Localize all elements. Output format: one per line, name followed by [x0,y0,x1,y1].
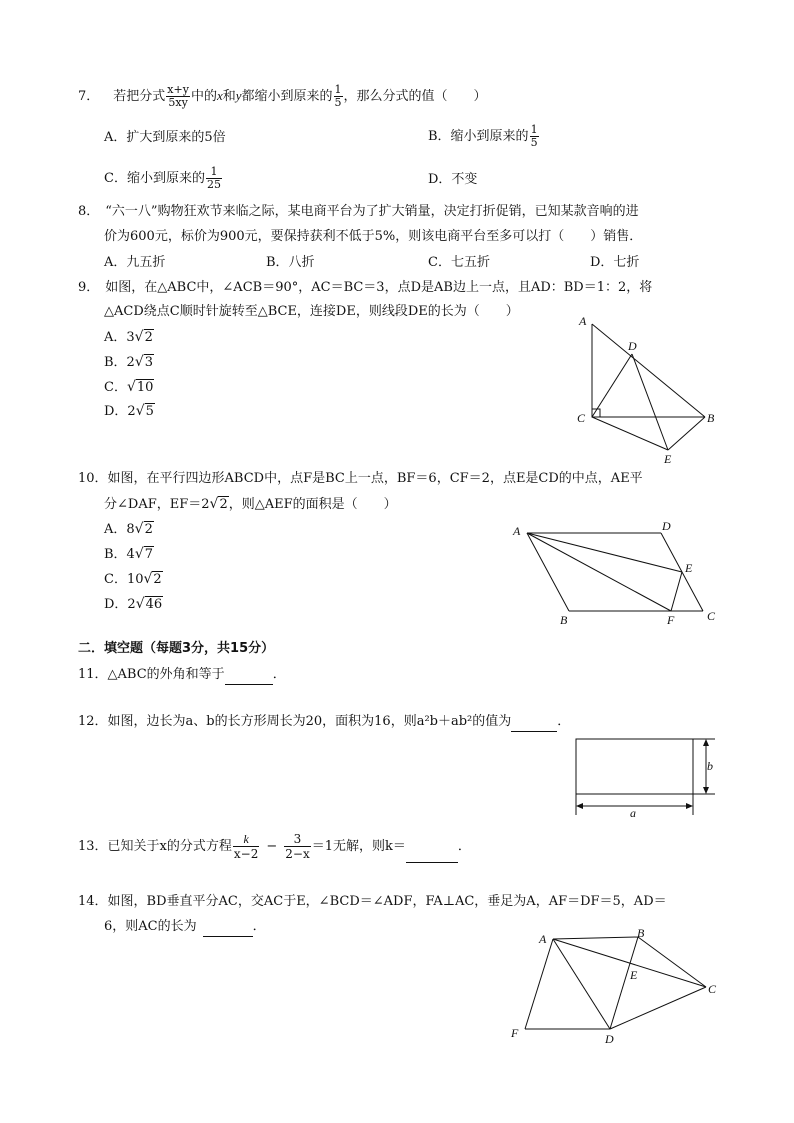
q12-label-a: a [630,806,636,820]
q8-option-a[interactable]: A．九五折 [104,255,166,270]
q10-line1: 10．如图，在平行四边形ABCD中，点F是BC上一点，BF＝6，CF＝2，点E是CD的中点，AE平 [78,471,643,486]
q14-figure [505,925,725,1050]
q14-label-a: A [539,932,547,946]
q14-label-d: D [605,1032,614,1046]
q7-stem: 7． 若把分式 $\frac{x+y}{5xy}$ 中的x和y都缩小到原来的 $\frac{1}{5}$ ，那么分式的值（ ） [78,83,487,109]
sqrt: √2 [134,521,153,537]
q10-option-b[interactable]: B．4√7 [104,546,154,562]
section2-title: 二．填空题（每题3分，共15分） [78,641,275,656]
q13: 13．已知关于x的分式方程 $\frac{k}{x-2}$ − $\frac{3}{2-x}$ ＝1无解，则k＝ ． [78,832,471,861]
q7-optb-frac: $\frac{1}{5}$ [530,123,538,149]
q7-option-d[interactable]: D．不变 [428,172,478,187]
q11-answer-blank[interactable] [225,666,273,685]
q10-option-d[interactable]: D．2√46 [104,596,163,612]
sqrt: √7 [134,546,154,562]
q10-label-a: A [513,524,521,538]
q8-option-b[interactable]: B．八折 [266,255,315,270]
q9-option-d[interactable]: D．2√5 [104,403,154,419]
q10-label-e: E [685,561,693,575]
sqrt: √3 [134,354,154,370]
q7-optc-frac: $\frac{1}{25}$ [206,165,221,191]
q10-label-c: C [707,609,716,623]
q9-label-e: E [664,452,672,466]
q9-option-c[interactable]: C．√10 [104,379,154,395]
q14-label-f: F [511,1026,519,1040]
q12-figure [570,733,720,823]
q10-label-d: D [662,519,671,533]
sqrt: √10 [126,379,154,395]
q7-option-c[interactable]: C．缩小到原来的 $\frac{1}{25}$ [104,165,221,191]
q7-ratio: $\frac{1}{5}$ [334,83,342,109]
q12: 12．如图，边长为a、b的长方形周长为20，面积为16，则a²b＋ab²的值为 ． [78,713,570,732]
q14-line2: 6，则AC的长为 ． [104,918,266,937]
q8-option-c[interactable]: C．七五折 [428,255,490,270]
q13-frac1: $\frac{k}{x-2}$ [233,832,259,861]
q10-figure [505,515,725,630]
q9-line1: 9． 如图，在△ABC中，∠ACB＝90°，AC＝BC＝3，点D是AB边上一点，且AD：BD＝1：2，将 [78,280,653,295]
q9-label-a: A [579,314,587,328]
q14-answer-blank[interactable] [203,918,253,937]
q9-label-c: C [577,411,586,425]
sqrt: √2 [143,571,162,587]
q14-label-c: C [708,982,717,996]
q12-label-b: b [707,759,713,773]
q14-label-e: E [630,968,638,982]
q14-label-b: B [637,926,645,940]
q8-line1: 8． “六一八”购物狂欢节来临之际，某电商平台为了扩大销量，决定打折促销，已知某款音响的进 [78,204,639,219]
q10-label-f: F [667,613,675,627]
q13-frac2: $\frac{3}{2-x}$ [285,832,310,861]
q10-line2: 分∠DAF，EF＝2√2，则△AEF的面积是（ ） [104,496,397,512]
q9-option-b[interactable]: B．2√3 [104,354,154,370]
q13-answer-blank[interactable] [406,832,458,863]
q12-answer-blank[interactable] [511,713,557,732]
q10-label-b: B [560,613,568,627]
q9-option-a[interactable]: A．3√2 [104,329,153,345]
sqrt: √46 [135,596,163,612]
q8-line2: 价为600元，标价为900元，要保持获利不低于5%，则该电商平台至多可以打（ ）销售． [104,229,643,244]
sqrt: √2 [209,496,228,512]
q9-line2: △ACD绕点C顺时针旋转至△BCE，连接DE，则线段DE的长为（ ） [104,304,519,319]
q10-option-a[interactable]: A．8√2 [104,521,153,537]
q7-option-a[interactable]: A．扩大到原来的5倍 [104,130,226,145]
sqrt: √2 [134,329,153,345]
q7-fraction: $\frac{x+y}{5xy}$ [167,83,189,109]
q9-figure [570,310,720,470]
q7-option-b[interactable]: B．缩小到原来的 $\frac{1}{5}$ [428,123,538,149]
q9-label-b: B [707,411,715,425]
q9-label-d: D [628,339,637,353]
sqrt: √5 [135,403,154,419]
q10-option-c[interactable]: C．10√2 [104,571,162,587]
q8-option-d[interactable]: D．七折 [590,255,640,270]
q14-line1: 14．如图，BD垂直平分AC，交AC于E，∠BCD＝∠ADF，FA⊥AC，垂足为A，AF＝DF＝5，AD＝ [78,894,667,909]
q11: 11．△ABC的外角和等于 ． [78,666,286,685]
